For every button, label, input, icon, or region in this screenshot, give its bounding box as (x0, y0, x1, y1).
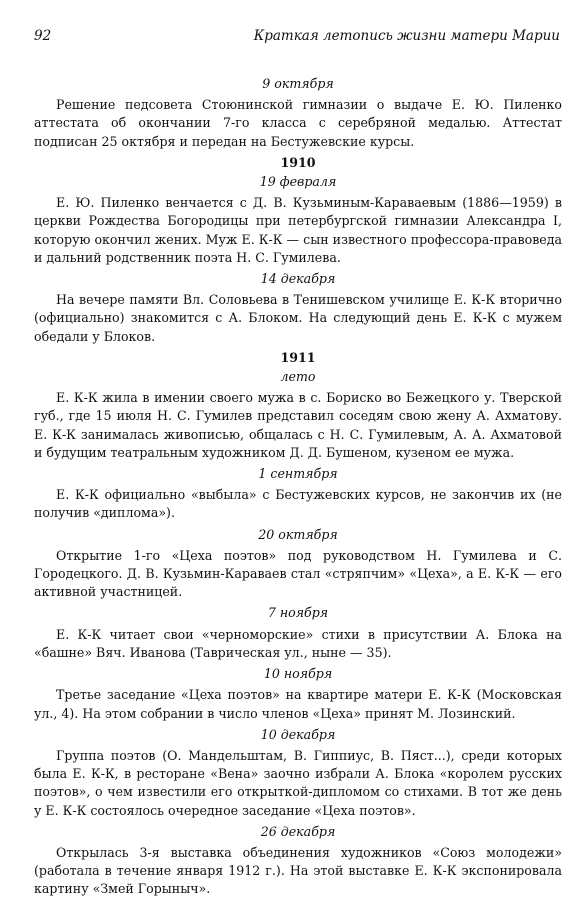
entry-date: 19 февраля (259, 174, 337, 190)
chronicle-content (34, 74, 562, 902)
entry-date: 20 октября (258, 526, 338, 542)
entry-date: 26 декабря (260, 823, 336, 839)
entry-date: лето (280, 369, 316, 385)
page-header (34, 28, 560, 48)
entry-text: Е. Ю. Пиленко венчается с Д. В. Кузьминым-Караваевым (1886—1959) в церкви Рождества Богородицы при петербургской гимназии Александра I, которую окончил жених. Муж Е. К-К — сын известного профессора-правоведа и дальний родственник поэта Н. С. Гумилева. (34, 195, 562, 265)
entry-date: 14 декабря (260, 271, 336, 287)
entry-text: На вечере памяти Вл. Соловьева в Тенишевском училище Е. К-К вторично (официально) знакомится с А. Блоком. На следующий день Е. К-К с мужем обедали у Блоков. (34, 292, 562, 344)
entry-text: Е. К-К жила в имении своего мужа в с. Бориско во Бежецкого у. Тверской губ., где 15 июля Н. С. Гумилев представил соседям свою жену А. Ахматову. Е. К-К занималась живописью, общалась с Н. С. Гумилевым, А. А. Ахматовой и будущим театральным художником Д. Д. Бушеном, кузеном ее мужа. (34, 390, 562, 460)
entry-text: Е. К-К официально «выбыла» с Бестужевских курсов, не закончив их (не получив «диплома»). (34, 487, 562, 521)
entry-date: 9 октября (262, 76, 334, 91)
entry-text: Третье заседание «Цеха поэтов» на квартире матери Е. К-К (Московская ул., 4). На этом собрании в число членов «Цеха» принят М. Лозинский. (34, 687, 562, 721)
entry-date: 10 декабря (260, 726, 336, 742)
running-title: Краткая летопись жизни матери Марии (253, 28, 560, 44)
year-heading: 1911 (280, 349, 316, 365)
entry-text: Решение педсовета Стоюнинской гимназии о выдаче Е. Ю. Пиленко аттестата об окончании 7-го класса с серебряной медалью. Аттестат подписан 25 октября и передан на Бестужевские курсы. (34, 97, 562, 149)
page-number: 92 (34, 28, 52, 44)
entry-text: Е. К-К читает свои «черноморские» стихи в присутствии А. Блока на «башне» Вяч. Иванова (Таврическая ул., ныне — 35). (34, 626, 562, 660)
entry-date: 10 ноября (263, 666, 333, 682)
entry-text: Открытие 1-го «Цеха поэтов» под руководством Н. Гумилева и С. Городецкого. Д. В. Кузьмин-Караваев стал «стряпчим» «Цеха», а Е. К-К — его активной участницей. (34, 547, 562, 600)
entry-text: Группа поэтов (О. Мандельштам, В. Гиппиус, В. Пяст...), среди которых была Е. К-К, в ресторане «Вена» заочно избрали А. Блока «королем русских поэтов», о чем известили его открыткой-дипломом со стихами. В тот же день у Е. К-К состоялось очередное заседание «Цеха поэтов». (34, 747, 562, 818)
year-heading: 1910 (280, 154, 316, 170)
entry-text: Открылась 3-я выставка объединения художников «Союз молодежи» (работала в течение января 1912 г.). На этой выставке Е. К-К экспонировала картину «Змей Горыныч». (34, 844, 562, 897)
entry-date: 1 сентября (258, 466, 338, 482)
entry-date: 7 ноября (267, 605, 329, 621)
